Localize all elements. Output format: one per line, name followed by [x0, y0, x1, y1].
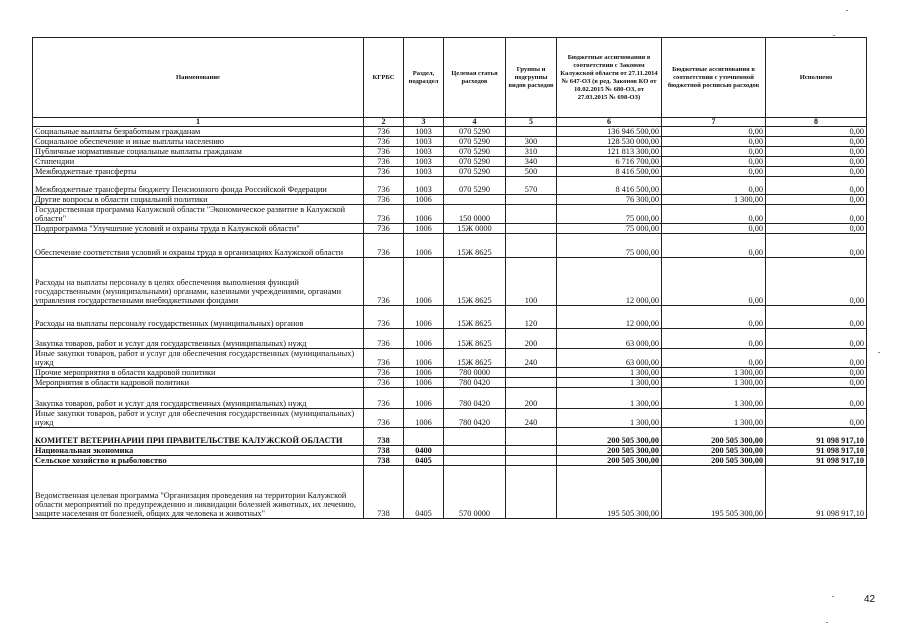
row-name: Подпрограмма "Улучшение условий и охраны труда в Калужской области": [33, 224, 364, 234]
row-budget: 195 505 300,00: [557, 466, 662, 519]
row-razdel: 1003: [404, 167, 444, 177]
row-budget: 200 505 300,00: [557, 446, 662, 456]
row-target: 15Ж 8625: [444, 349, 506, 368]
table-row: [33, 368, 867, 378]
row-group: [506, 205, 557, 224]
row-budget: 8 416 500,00: [557, 167, 662, 177]
table-row: [33, 137, 867, 147]
row-refined: 200 505 300,00: [662, 456, 766, 466]
table-row: [33, 446, 867, 456]
row-refined: 0,00: [662, 127, 766, 137]
row-razdel: 1006: [404, 224, 444, 234]
row-group: 240: [506, 349, 557, 368]
row-kgrbs: 736: [364, 368, 404, 378]
row-razdel: 1006: [404, 349, 444, 368]
row-refined: 0,00: [662, 258, 766, 306]
row-group: 310: [506, 147, 557, 157]
row-kgrbs: 736: [364, 195, 404, 205]
row-budget: 1 300,00: [557, 409, 662, 428]
row-refined: 1 300,00: [662, 378, 766, 388]
scan-speck: [846, 10, 848, 11]
row-razdel: 1006: [404, 195, 444, 205]
row-budget: 6 716 700,00: [557, 157, 662, 167]
row-name: Прочие мероприятия в области кадровой политики: [33, 368, 364, 378]
row-refined: 1 300,00: [662, 195, 766, 205]
row-razdel: 1006: [404, 409, 444, 428]
row-done: 0,00: [766, 349, 867, 368]
row-budget: 75 000,00: [557, 205, 662, 224]
row-budget: 1 300,00: [557, 388, 662, 409]
row-done: 0,00: [766, 177, 867, 195]
row-done: 91 098 917,10: [766, 466, 867, 519]
table-row: [33, 177, 867, 195]
row-budget: 8 416 500,00: [557, 177, 662, 195]
row-razdel: 0400: [404, 446, 444, 456]
row-target: [444, 456, 506, 466]
row-done: 91 098 917,10: [766, 456, 867, 466]
row-name: Закупка товаров, работ и услуг для государственных (муниципальных) нужд: [33, 388, 364, 409]
row-refined: 0,00: [662, 167, 766, 177]
table-row: [33, 147, 867, 157]
row-refined: 0,00: [662, 329, 766, 349]
col-number: 7: [662, 118, 766, 127]
table-row: [33, 409, 867, 428]
row-group: [506, 428, 557, 446]
row-refined: 0,00: [662, 306, 766, 329]
row-target: 15Ж 8625: [444, 306, 506, 329]
row-done: 0,00: [766, 329, 867, 349]
column-number-row: [33, 118, 867, 127]
row-group: 340: [506, 157, 557, 167]
row-target: 15Ж 0000: [444, 224, 506, 234]
row-refined: 1 300,00: [662, 368, 766, 378]
row-budget: 128 530 000,00: [557, 137, 662, 147]
row-kgrbs: 736: [364, 177, 404, 195]
col-number: 4: [444, 118, 506, 127]
row-target: 070 5290: [444, 127, 506, 137]
row-name: Закупка товаров, работ и услуг для государственных (муниципальных) нужд: [33, 329, 364, 349]
row-budget: 75 000,00: [557, 224, 662, 234]
row-budget: 136 946 500,00: [557, 127, 662, 137]
row-done: 0,00: [766, 224, 867, 234]
row-razdel: [404, 428, 444, 446]
row-done: 0,00: [766, 306, 867, 329]
row-target: 570 0000: [444, 466, 506, 519]
row-target: 070 5290: [444, 137, 506, 147]
row-kgrbs: 738: [364, 428, 404, 446]
row-name: Иные закупки товаров, работ и услуг для обеспечения государственных (муниципальных) нужд: [33, 409, 364, 428]
col-number: 2: [364, 118, 404, 127]
scan-speck: [832, 596, 834, 597]
row-name: Мероприятия в области кадровой политики: [33, 378, 364, 388]
row-refined: 0,00: [662, 205, 766, 224]
col-header-budget: Бюджетные ассигнования в соответствии с Законом Калужской области от 27.11.2014 № 647-ОЗ (в ред. Законов КО от 10.02.2015 № 680-ОЗ, от 27.03.2015 № 698-ОЗ): [557, 38, 662, 118]
row-kgrbs: 736: [364, 378, 404, 388]
row-group: 500: [506, 167, 557, 177]
scan-speck: [833, 35, 835, 36]
row-refined: 0,00: [662, 349, 766, 368]
col-number: 5: [506, 118, 557, 127]
table-row: [33, 258, 867, 306]
row-done: 0,00: [766, 195, 867, 205]
col-header-refined: Бюджетные ассигнования в соответствии с уточненной бюджетной росписью расходов: [662, 38, 766, 118]
row-done: 0,00: [766, 378, 867, 388]
row-razdel: 1006: [404, 205, 444, 224]
table-row: [33, 234, 867, 258]
row-budget: 63 000,00: [557, 349, 662, 368]
row-kgrbs: 738: [364, 466, 404, 519]
row-kgrbs: 736: [364, 157, 404, 167]
row-kgrbs: 738: [364, 446, 404, 456]
row-group: [506, 224, 557, 234]
col-header-target: Целевая статья расходов: [444, 38, 506, 118]
row-refined: 0,00: [662, 137, 766, 147]
row-razdel: 0405: [404, 456, 444, 466]
row-name: Межбюджетные трансферты бюджету Пенсионного фонда Российской Федерации: [33, 177, 364, 195]
row-group: [506, 234, 557, 258]
row-group: [506, 368, 557, 378]
row-razdel: 1003: [404, 157, 444, 167]
row-name: Межбюджетные трансферты: [33, 167, 364, 177]
row-done: 0,00: [766, 127, 867, 137]
row-name: Расходы на выплаты персоналу государственных (муниципальных) органов: [33, 306, 364, 329]
row-target: 150 0000: [444, 205, 506, 224]
row-done: 0,00: [766, 234, 867, 258]
row-budget: 76 300,00: [557, 195, 662, 205]
row-target: 070 5290: [444, 157, 506, 167]
row-refined: 0,00: [662, 157, 766, 167]
row-kgrbs: 736: [364, 167, 404, 177]
table-row: [33, 388, 867, 409]
row-refined: 200 505 300,00: [662, 446, 766, 456]
row-target: [444, 446, 506, 456]
row-done: 0,00: [766, 205, 867, 224]
row-refined: 200 505 300,00: [662, 428, 766, 446]
table-row: [33, 157, 867, 167]
row-razdel: 0405: [404, 466, 444, 519]
row-refined: 0,00: [662, 224, 766, 234]
row-name: Расходы на выплаты персоналу в целях обеспечения выполнения функций государственными (муниципальными) органами, казенными учреждениями, органами управления государственными внебюджетными фондами: [33, 258, 364, 306]
page-number: 42: [864, 594, 876, 605]
row-kgrbs: 738: [364, 456, 404, 466]
row-razdel: 1006: [404, 388, 444, 409]
row-name: Публичные нормативные социальные выплаты гражданам: [33, 147, 364, 157]
row-refined: 1 300,00: [662, 388, 766, 409]
row-kgrbs: 736: [364, 234, 404, 258]
row-budget: 12 000,00: [557, 306, 662, 329]
row-target: 070 5290: [444, 147, 506, 157]
row-name: Социальное обеспечение и иные выплаты населению: [33, 137, 364, 147]
row-budget: 63 000,00: [557, 329, 662, 349]
col-header-name: Наименование: [33, 38, 364, 118]
col-number: 1: [33, 118, 364, 127]
table-row: [33, 195, 867, 205]
table-row: [33, 167, 867, 177]
row-group: 200: [506, 329, 557, 349]
col-header-kgrbs: КГРБС: [364, 38, 404, 118]
row-budget: 121 813 300,00: [557, 147, 662, 157]
row-done: 0,00: [766, 137, 867, 147]
row-target: 070 5290: [444, 177, 506, 195]
row-razdel: 1003: [404, 177, 444, 195]
row-name: Сельское хозяйство и рыболовство: [33, 456, 364, 466]
col-header-razdel: Раздел, подраздел: [404, 38, 444, 118]
budget-report-sheet: [32, 37, 867, 519]
row-kgrbs: 736: [364, 205, 404, 224]
row-group: 570: [506, 177, 557, 195]
row-razdel: 1006: [404, 306, 444, 329]
row-target: [444, 428, 506, 446]
row-done: 0,00: [766, 258, 867, 306]
row-razdel: 1006: [404, 378, 444, 388]
row-group: [506, 456, 557, 466]
row-name: Стипендии: [33, 157, 364, 167]
row-done: 0,00: [766, 167, 867, 177]
row-group: 240: [506, 409, 557, 428]
row-group: 120: [506, 306, 557, 329]
row-name: КОМИТЕТ ВЕТЕРИНАРИИ ПРИ ПРАВИТЕЛЬСТВЕ КАЛУЖСКОЙ ОБЛАСТИ: [33, 428, 364, 446]
row-refined: 0,00: [662, 147, 766, 157]
row-group: [506, 466, 557, 519]
table-row: [33, 205, 867, 224]
col-number: 8: [766, 118, 867, 127]
row-name: Иные закупки товаров, работ и услуг для обеспечения государственных (муниципальных) нужд: [33, 349, 364, 368]
row-kgrbs: 736: [364, 409, 404, 428]
row-refined: 195 505 300,00: [662, 466, 766, 519]
row-razdel: 1006: [404, 368, 444, 378]
row-group: [506, 446, 557, 456]
scan-speck: [826, 622, 828, 623]
row-group: [506, 195, 557, 205]
row-razdel: 1006: [404, 329, 444, 349]
table-row: [33, 456, 867, 466]
row-name: Другие вопросы в области социальной политики: [33, 195, 364, 205]
col-number: 3: [404, 118, 444, 127]
row-target: 780 0420: [444, 388, 506, 409]
row-razdel: 1003: [404, 137, 444, 147]
row-kgrbs: 736: [364, 329, 404, 349]
row-target: 780 0420: [444, 409, 506, 428]
row-target: 070 5290: [444, 167, 506, 177]
row-group: 100: [506, 258, 557, 306]
table-row: [33, 306, 867, 329]
row-done: 91 098 917,10: [766, 428, 867, 446]
row-target: 15Ж 8625: [444, 234, 506, 258]
row-done: 91 098 917,10: [766, 446, 867, 456]
row-razdel: 1003: [404, 147, 444, 157]
table-row: [33, 127, 867, 137]
header-row: [33, 38, 867, 118]
table-row: [33, 329, 867, 349]
row-kgrbs: 736: [364, 137, 404, 147]
row-target: 780 0000: [444, 368, 506, 378]
row-done: 0,00: [766, 147, 867, 157]
row-target: [444, 195, 506, 205]
row-name: Обеспечение соответствия условий и охраны труда в организациях Калужской области: [33, 234, 364, 258]
row-razdel: 1006: [404, 234, 444, 258]
row-target: 780 0420: [444, 378, 506, 388]
table-row: [33, 428, 867, 446]
row-kgrbs: 736: [364, 349, 404, 368]
table-row: [33, 466, 867, 519]
row-group: [506, 127, 557, 137]
row-kgrbs: 736: [364, 224, 404, 234]
row-kgrbs: 736: [364, 258, 404, 306]
row-kgrbs: 736: [364, 306, 404, 329]
table-row: [33, 349, 867, 368]
row-razdel: 1003: [404, 127, 444, 137]
row-kgrbs: 736: [364, 147, 404, 157]
row-done: 0,00: [766, 157, 867, 167]
row-kgrbs: 736: [364, 127, 404, 137]
row-group: 300: [506, 137, 557, 147]
row-refined: 1 300,00: [662, 409, 766, 428]
row-name: Ведомственная целевая программа "Организация проведения на территории Калужской области мероприятий по предупреждению и ликвидации болезней животных, их лечению, защите населения от болезней, общих для человека и животных": [33, 466, 364, 519]
col-number: 6: [557, 118, 662, 127]
row-group: 200: [506, 388, 557, 409]
row-target: 15Ж 8625: [444, 258, 506, 306]
scan-speck: [878, 352, 880, 353]
row-budget: 200 505 300,00: [557, 456, 662, 466]
row-name: Социальные выплаты безработным гражданам: [33, 127, 364, 137]
row-budget: 1 300,00: [557, 368, 662, 378]
table-row: [33, 378, 867, 388]
row-name: Государственная программа Калужской области "Экономическое развитие в Калужской области": [33, 205, 364, 224]
row-target: 15Ж 8625: [444, 329, 506, 349]
col-header-group: Группы и подгруппы видов расходов: [506, 38, 557, 118]
budget-table: [32, 37, 867, 519]
row-done: 0,00: [766, 409, 867, 428]
row-group: [506, 378, 557, 388]
row-budget: 200 505 300,00: [557, 428, 662, 446]
row-name: Национальная экономика: [33, 446, 364, 456]
row-budget: 12 000,00: [557, 258, 662, 306]
row-budget: 1 300,00: [557, 378, 662, 388]
row-refined: 0,00: [662, 177, 766, 195]
row-done: 0,00: [766, 388, 867, 409]
table-row: [33, 224, 867, 234]
row-done: 0,00: [766, 368, 867, 378]
col-header-done: Исполнено: [766, 38, 867, 118]
row-kgrbs: 736: [364, 388, 404, 409]
row-razdel: 1006: [404, 258, 444, 306]
row-budget: 75 000,00: [557, 234, 662, 258]
row-refined: 0,00: [662, 234, 766, 258]
